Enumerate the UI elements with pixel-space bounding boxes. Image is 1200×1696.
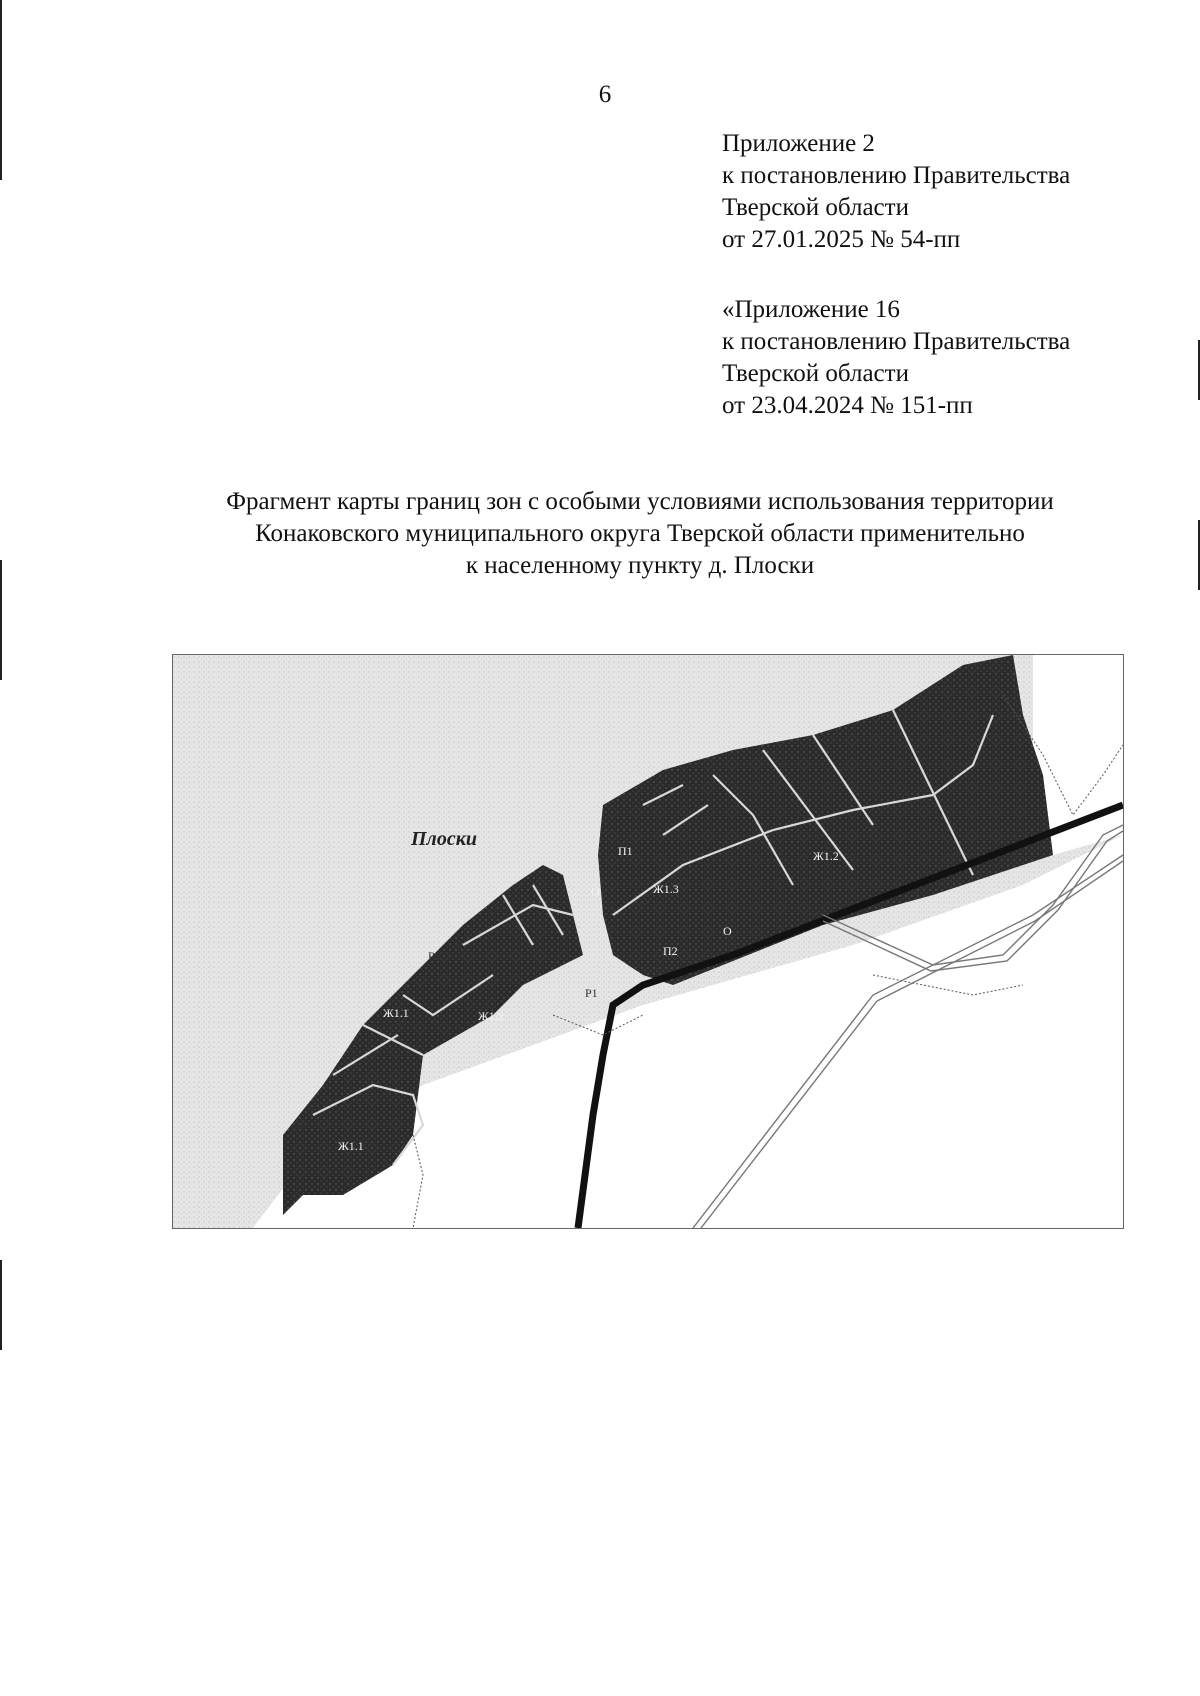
- label-zh1-3: Ж1.3: [653, 882, 679, 896]
- map-title-line-3: к населенному пункту д. Плоски: [465, 552, 815, 579]
- label-zh1-1-b: Ж1.1: [383, 1006, 409, 1020]
- zoning-map-svg: [173, 655, 1123, 1228]
- scan-edge-mark-left-2: [0, 560, 2, 680]
- label-p1-a: П1: [618, 844, 633, 858]
- appendix-amended-block: [722, 294, 1070, 422]
- label-zh1-1-a: Ж1.1: [338, 1139, 364, 1153]
- label-r1-b: Р1: [585, 986, 598, 1000]
- map-title: [150, 486, 1130, 582]
- appendix-amended-line-1: «Приложение 16: [722, 296, 900, 323]
- map-title-line-1: Фрагмент карты границ зон с особыми условиями использования территории: [226, 488, 1054, 515]
- label-o-b: О: [723, 924, 732, 938]
- label-r1-c: Р1: [293, 1119, 306, 1133]
- map-title-line-2: Конаковского муниципального округа Тверской области применительно: [255, 520, 1025, 547]
- appendix-current-line-3: Тверской области: [722, 194, 909, 221]
- appendix-current-line-2: к постановлению Правительства: [722, 162, 1071, 189]
- label-o-a: О: [591, 884, 600, 898]
- appendix-amended-line-2: к постановлению Правительства: [722, 328, 1071, 355]
- appendix-amended-line-4: от 23.04.2024 № 151-пп: [722, 392, 973, 419]
- appendix-amended-line-3: Тверской области: [722, 360, 909, 387]
- label-zh1-2-b: Ж1.2: [478, 1009, 504, 1023]
- appendix-current-line-1: Приложение 2: [722, 130, 875, 157]
- label-zh1-2-a: Ж1.2: [813, 849, 839, 863]
- label-settlement: Плоски: [411, 828, 477, 850]
- scan-edge-mark-left-3: [0, 1260, 2, 1350]
- label-p2: П2: [663, 944, 678, 958]
- appendix-current-block: [722, 128, 1070, 256]
- zoning-map: [172, 654, 1124, 1229]
- label-r1-a: Р1: [428, 949, 441, 963]
- appendix-current-line-4: от 27.01.2025 № 54-пп: [722, 226, 961, 253]
- page-number: 6: [598, 81, 612, 108]
- scan-edge-mark-left-1: [0, 0, 2, 180]
